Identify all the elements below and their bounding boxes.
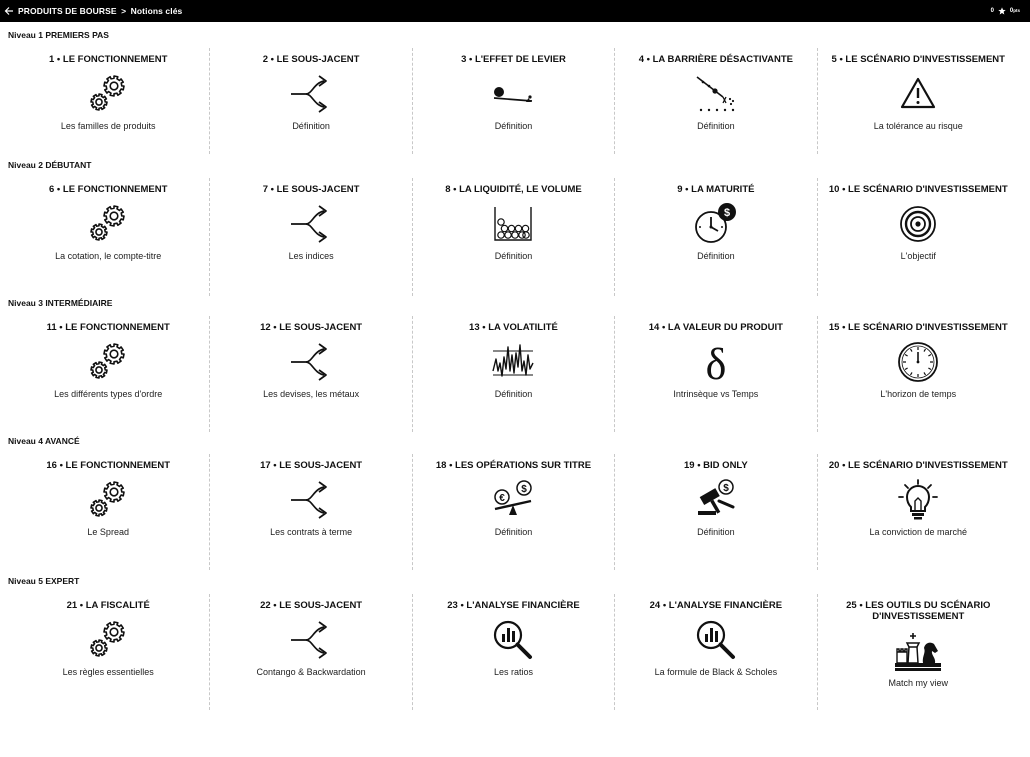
lesson-title: 18 • LES OPÉRATIONS SUR TITRE: [435, 460, 592, 471]
breadcrumb-root[interactable]: PRODUITS DE BOURSE: [18, 6, 117, 16]
lesson-subtitle: Définition: [292, 121, 330, 131]
lesson-card[interactable]: [7, 594, 209, 710]
lesson-card[interactable]: [412, 316, 614, 432]
clock-icon: [894, 340, 942, 384]
gears-icon: [84, 618, 132, 662]
lesson-subtitle: La cotation, le compte-titre: [55, 251, 162, 261]
lesson-card[interactable]: [209, 48, 411, 154]
lesson-subtitle: Les indices: [288, 251, 334, 261]
split-arrow-icon: [287, 202, 335, 246]
lesson-card[interactable]: [817, 178, 1019, 296]
lesson-card[interactable]: [7, 48, 209, 154]
svg-text:δ: δ: [705, 340, 727, 389]
lesson-subtitle: Les familles de produits: [60, 121, 156, 131]
star-icon: [998, 7, 1006, 15]
lesson-title: 19 • BID ONLY: [684, 460, 748, 471]
lesson-card[interactable]: [209, 594, 411, 710]
lesson-title: 4 • LA BARRIÈRE DÉSACTIVANTE: [638, 54, 794, 65]
svg-text:$: $: [723, 483, 729, 494]
lesson-title: 13 • LA VOLATILITÉ: [469, 322, 558, 333]
split-arrow-icon: [287, 618, 335, 662]
breadcrumb-current: Notions clés: [130, 6, 183, 16]
gears-icon: [84, 202, 132, 246]
lesson-title: 2 • LE SOUS-JACENT: [262, 54, 360, 65]
lesson-subtitle: Le Spread: [87, 527, 129, 537]
lesson-card[interactable]: [7, 316, 209, 432]
lesson-title: 25 • LES OUTILS DU SCÉNARIO D'INVESTISSEMENT: [846, 600, 991, 622]
lesson-subtitle: La conviction de marché: [869, 527, 968, 537]
lesson-card[interactable]: [614, 48, 816, 154]
level-row: [7, 594, 1019, 710]
lesson-title: 11 • LE FONCTIONNEMENT: [46, 322, 170, 333]
lesson-title: 24 • L'ANALYSE FINANCIÈRE: [649, 600, 783, 611]
lesson-card[interactable]: [817, 454, 1019, 570]
magnifier-chart-icon: [692, 618, 740, 662]
svg-text:$: $: [521, 484, 528, 495]
lesson-title: 12 • LE SOUS-JACENT: [260, 322, 363, 333]
lesson-title: 1 • LE FONCTIONNEMENT: [49, 54, 168, 65]
lesson-subtitle: Les contrats à terme: [270, 527, 353, 537]
lesson-subtitle: Match my view: [888, 678, 949, 688]
liquidity-icon: [489, 202, 537, 246]
score-area: [991, 0, 1020, 22]
svg-text:$: $: [723, 207, 730, 219]
currency-seesaw-icon: [489, 478, 537, 522]
level-title: Niveau 1 PREMIERS PAS: [8, 30, 109, 40]
lesson-card[interactable]: [7, 454, 209, 570]
breadcrumb-separator: >: [121, 6, 127, 16]
gears-icon: [84, 72, 132, 116]
lesson-subtitle: Les devises, les métaux: [263, 389, 360, 399]
level-title: Niveau 3 INTERMÉDIAIRE: [8, 298, 113, 308]
lesson-card[interactable]: [817, 48, 1019, 154]
lesson-subtitle: La formule de Black & Scholes: [654, 667, 778, 677]
lesson-subtitle: Les règles essentielles: [62, 667, 154, 677]
clock-dollar-icon: [692, 202, 740, 246]
gavel-icon: [692, 478, 740, 522]
split-arrow-icon: [287, 478, 335, 522]
gears-icon: [84, 478, 132, 522]
lesson-card[interactable]: [209, 178, 411, 296]
split-arrow-icon: [287, 340, 335, 384]
lesson-subtitle: Définition: [697, 121, 735, 131]
back-arrow-icon: [4, 6, 14, 16]
lever-icon: [489, 72, 537, 116]
lesson-subtitle: Définition: [494, 121, 533, 131]
lesson-card[interactable]: [614, 454, 816, 570]
level-title: Niveau 4 AVANCÉ: [8, 436, 80, 446]
level-row: [7, 178, 1019, 296]
lesson-title: 15 • LE SCÉNARIO D'INVESTISSEMENT: [828, 322, 1008, 333]
volatility-icon: [489, 340, 537, 384]
top-bar: [0, 0, 1030, 22]
level-title: Niveau 2 DÉBUTANT: [8, 160, 92, 170]
lightbulb-icon: [894, 478, 942, 522]
breadcrumb: [18, 6, 182, 16]
back-button[interactable]: [0, 0, 18, 22]
lesson-title: 17 • LE SOUS-JACENT: [260, 460, 363, 471]
lesson-subtitle: L'horizon de temps: [880, 389, 957, 399]
lesson-card[interactable]: [412, 594, 614, 710]
svg-text:€: €: [499, 493, 506, 504]
lesson-title: 21 • LA FISCALITÉ: [66, 600, 150, 611]
barrier-icon: [692, 72, 740, 116]
lesson-subtitle: Définition: [494, 251, 533, 261]
lesson-card[interactable]: [209, 316, 411, 432]
delta-icon: [692, 340, 740, 389]
lesson-card[interactable]: [7, 178, 209, 296]
lesson-subtitle: Définition: [697, 527, 735, 537]
lesson-title: 20 • LE SCÉNARIO D'INVESTISSEMENT: [828, 460, 1008, 471]
warning-icon: [894, 72, 942, 116]
lesson-title: 14 • LA VALEUR DU PRODUIT: [648, 322, 783, 333]
lesson-subtitle: Les ratios: [493, 667, 533, 677]
lesson-title: 16 • LE FONCTIONNEMENT: [46, 460, 171, 471]
lesson-card[interactable]: [817, 316, 1019, 432]
lesson-title: 3 • L'EFFET DE LEVIER: [461, 54, 566, 65]
lesson-title: 6 • LE FONCTIONNEMENT: [49, 184, 168, 195]
lesson-subtitle: Définition: [494, 527, 533, 537]
lesson-card[interactable]: [209, 454, 411, 570]
points-value: 0pts: [1009, 8, 1020, 14]
lesson-title: 23 • L'ANALYSE FINANCIÈRE: [447, 600, 580, 611]
lesson-subtitle: La tolérance au risque: [873, 121, 963, 131]
lesson-card[interactable]: [412, 178, 614, 296]
level-row: [7, 48, 1019, 154]
lesson-title: 8 • LA LIQUIDITÉ, LE VOLUME: [445, 184, 582, 195]
count-value: 0: [990, 8, 994, 14]
lesson-subtitle: Définition: [494, 389, 533, 399]
lesson-subtitle: Contango & Backwardation: [256, 667, 366, 677]
lesson-subtitle: Intrinsèque vs Temps: [673, 389, 759, 399]
target-icon: [894, 202, 942, 246]
lesson-title: 10 • LE SCÉNARIO D'INVESTISSEMENT: [828, 184, 1008, 195]
lesson-title: 7 • LE SOUS-JACENT: [262, 184, 360, 195]
lesson-card[interactable]: [614, 594, 816, 710]
magnifier-chart-icon: [489, 618, 537, 662]
gears-icon: [84, 340, 132, 384]
lesson-title: 9 • LA MATURITÉ: [677, 184, 755, 195]
split-arrow-icon: [287, 72, 335, 116]
level-row: [7, 316, 1019, 432]
lesson-subtitle: L'objectif: [900, 251, 936, 261]
lesson-title: 22 • LE SOUS-JACENT: [260, 600, 363, 611]
lesson-title: 5 • LE SCÉNARIO D'INVESTISSEMENT: [831, 54, 1005, 65]
lesson-card[interactable]: [817, 594, 1019, 710]
lesson-subtitle: Les différents types d'ordre: [54, 389, 163, 399]
level-title: Niveau 5 EXPERT: [8, 576, 80, 586]
lesson-card[interactable]: [412, 454, 614, 570]
lesson-subtitle: Définition: [697, 251, 735, 261]
lesson-card[interactable]: [412, 48, 614, 154]
lesson-card[interactable]: [614, 178, 816, 296]
lesson-card[interactable]: [614, 316, 816, 432]
chess-icon: [894, 629, 942, 673]
level-row: [7, 454, 1019, 570]
